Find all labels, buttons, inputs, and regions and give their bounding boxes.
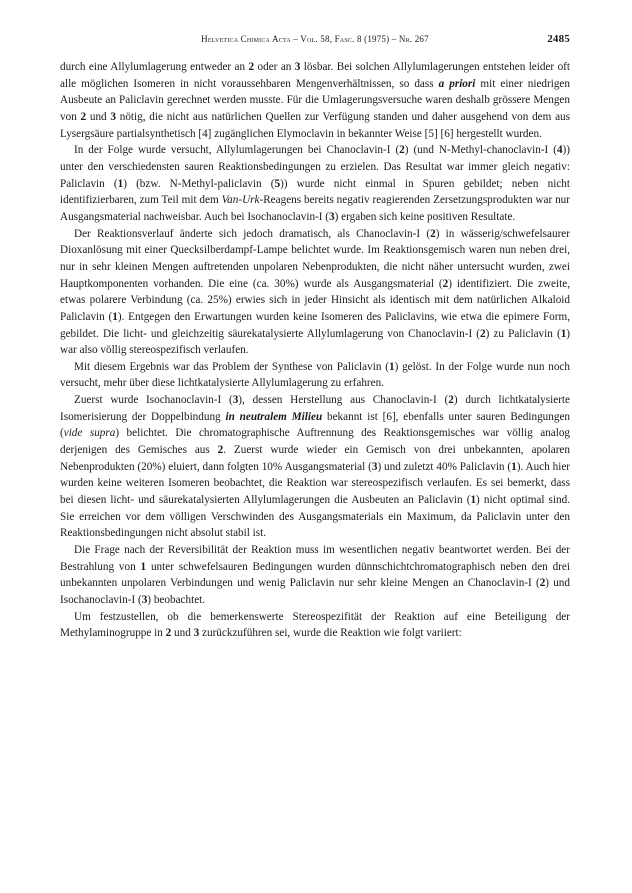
text-run: ) in wässerig/schwefelsaurer Dioxanlösung mit einer Quecksilberdampf-Lampe belichtet wurde. Im Reaktionsgemisch waren nun neben drei, nur in sehr kleinen Mengen auftretenden unpolaren Nebenprodukten, die nicht näher untersucht wurden, zwei Hauptkomponenten vorhanden. Die eine (ca. 30%) wurde als Ausgangsmaterial ( <box>60 227 570 290</box>
text-run: lösbar. Bei solchen Allylumlagerungen entstehen leider oft alle möglichen Isomeren in nicht voraussehbaren Mengenverhältnissen, so dass <box>60 61 570 90</box>
compound-number: 2 <box>539 577 546 590</box>
compound-number: 2 <box>442 277 449 290</box>
text-run: mit einer niedrigen Ausbeute an Paliclavin gerechnet werden musste. Für die Umlagerungsversuche waren deshalb grössere Mengen von <box>60 77 570 123</box>
running-head <box>60 34 570 50</box>
text-run: ) gelöst. In der Folge wurde nun noch versucht, mehr über diese lichtkatalysierte Allylumlagerung zu erfahren. <box>60 360 570 390</box>
text-run: Zuerst wurde Isochanoclavin-I ( <box>74 394 233 407</box>
text-run: ). Auch hier wurden keine weiteren Isomeren beobachtet, die Reaktion war stereospezifisch verlaufen. Es sei bemerkt, dass bei diesen licht- und säurekatalysierten Allylumlagerungen die Ausbeuten an Paliclavin ( <box>60 460 571 507</box>
compound-number: 1 <box>470 494 477 507</box>
text-run: nötig, die nicht aus natürlichen Quellen zur Verfügung standen und daher ausgehend von dem aus Lysergsäure partialsynthetisch [4] zugänglichen Elymoclavin in bekannter Weise [5] [6] hergestellt wurden. <box>60 110 570 140</box>
text-run: )) unter den verschiedensten sauren Reaktionsbedingungen zu erzielen. Das Resultat war immer gleich negativ: Paliclavin ( <box>60 144 570 190</box>
body-text <box>60 59 570 642</box>
compound-number: 3 <box>294 61 301 73</box>
text-run: Mit diesem Ergebnis war das Problem der Synthese von Paliclavin ( <box>74 360 389 373</box>
paragraph <box>60 542 570 609</box>
text-run: oder an <box>254 61 295 73</box>
compound-number: 1 <box>117 177 124 190</box>
compound-number: 2 <box>480 327 486 340</box>
compound-number: 2 <box>399 144 405 157</box>
compound-number: 3 <box>110 110 116 123</box>
running-head-text: Helvetica Chimica Acta – Vol. 58, Fasc. 8 (1975) – Nr. 267 <box>201 34 429 44</box>
compound-number: 4 <box>556 144 563 157</box>
text-run: ) ergaben sich keine positiven Resultate. <box>334 210 516 223</box>
text-run: Um festzustellen, ob die bemerkenswerte Stereospezifität der Reaktion auf eine Beteiligung der Methylaminogruppe in <box>60 610 570 640</box>
paragraph <box>60 392 570 542</box>
compound-number: 2 <box>80 110 87 123</box>
paragraph <box>60 59 570 142</box>
text-run: -Reagens bereits negativ reagierenden Zersetzungsprodukten war nur Ausgangsmaterial nachweisbar. Auch bei Isochanoclavin-I ( <box>60 194 570 223</box>
paragraph <box>60 226 570 359</box>
text-run: ) durch lichtkatalysierte Isomerisierung der Doppelbindung <box>60 394 570 423</box>
compound-number: 1 <box>511 460 517 473</box>
compound-number: 2 <box>217 444 224 457</box>
compound-number: 2 <box>448 394 454 407</box>
compound-number: 3 <box>193 627 200 640</box>
compound-number: 1 <box>560 327 567 340</box>
compound-number: 3 <box>329 210 335 223</box>
paragraph <box>60 609 570 642</box>
compound-number: 2 <box>430 227 436 240</box>
text-run: Die Frage nach der Reversibilität der Reaktion muss im wesentlichen negativ beantwortet werden. Bei der Bestrahlung von <box>60 544 570 573</box>
text-run: ) belichtet. Die chromatographische Auftrennung des Reaktionsgemisches war völlig analog derjenigen des Gemisches aus <box>60 427 571 457</box>
emphasis-text: in neutralem Milieu <box>225 410 323 423</box>
text-run: ), dessen Herstellung aus Chanoclavin-I ( <box>238 394 449 407</box>
text-run: unter schwefelsauren Bedingungen wurden dünnschichtchromatographisch neben den drei unbekannten unpolaren Verbindungen und wenig Paliclavin nur sehr kleine Mengen an Chanoclavin-I ( <box>60 560 570 590</box>
text-run: durch eine Allylumlagerung entweder an <box>60 61 249 73</box>
journal-page <box>60 34 570 642</box>
compound-number: 1 <box>140 560 147 573</box>
text-run: ). Entgegen den Erwartungen wurden keine Isomeren des Paliclavins, wie etwa die epimere Form, gebildet. Die licht- und gleichzeitig säurekatalysierte Allylumlagerung von Chanoclavin-I ( <box>60 310 571 340</box>
text-run: ) zu Paliclavin ( <box>485 327 561 340</box>
text-run: . Zuerst wurde wieder ein Gemisch von drei unbekannten, apolaren Nebenprodukten (20%) eluiert, dann folgten 10% Ausgangsmaterial ( <box>60 444 570 473</box>
text-run: ) und zuletzt 40% Paliclavin ( <box>377 460 512 473</box>
page-number: 2485 <box>547 33 570 45</box>
text-run: Der Reaktionsverlauf änderte sich jedoch dramatisch, als Chanoclavin-I ( <box>74 227 431 240</box>
emphasis-text: a priori <box>438 77 476 90</box>
text-run: In der Folge wurde versucht, Allylumlagerungen bei Chanoclavin-I ( <box>74 144 400 157</box>
emphasis-text: vide supra <box>63 427 116 440</box>
text-run: ) war also völlig stereospezifisch verlaufen. <box>60 327 571 357</box>
compound-number: 1 <box>112 310 118 323</box>
text-run: zurückzuführen sei, wurde die Reaktion wie folgt variiert: <box>199 627 462 640</box>
text-run: ) (und N-Methyl-chanoclavin-I ( <box>404 144 557 157</box>
paragraph <box>60 142 570 225</box>
compound-number: 5 <box>274 177 281 190</box>
compound-number: 2 <box>165 627 172 640</box>
compound-number: 3 <box>141 594 148 606</box>
compound-number: 3 <box>371 460 378 473</box>
compound-number: 1 <box>388 360 395 373</box>
text-run: und <box>86 110 111 123</box>
emphasis-text: Van-Urk <box>221 194 260 207</box>
compound-number: 3 <box>232 394 239 407</box>
compound-number: 2 <box>248 61 255 73</box>
text-run: ) (bzw. N-Methyl-paliclavin ( <box>123 177 275 190</box>
text-run: ) identifiziert. Die zweite, etwas polarere Verbindung (ca. 25%) erwies sich in jeder Hinsicht als identisch mit dem natürlichen Alkaloid Paliclavin ( <box>60 277 570 323</box>
text-run: ) nicht optimal sind. Sie erreichen vor dem völligen Verschwinden des Ausgangsmaterials ein Maximum, da Paliclavin unter den Reaktionsbedingungen nicht absolut stabil ist. <box>60 494 570 540</box>
paragraph <box>60 359 570 392</box>
text-run: )) wurde nicht einmal in Spuren gebildet; neben nicht identifizierbaren, zum Teil mit dem <box>60 177 571 207</box>
text-run: ) beobachtet. <box>147 594 206 606</box>
text-run: ) und Isochanoclavin-I ( <box>60 577 570 606</box>
text-run: und <box>171 627 194 640</box>
text-run: bekannt ist [6], ebenfalls unter sauren Bedingungen ( <box>60 410 570 440</box>
